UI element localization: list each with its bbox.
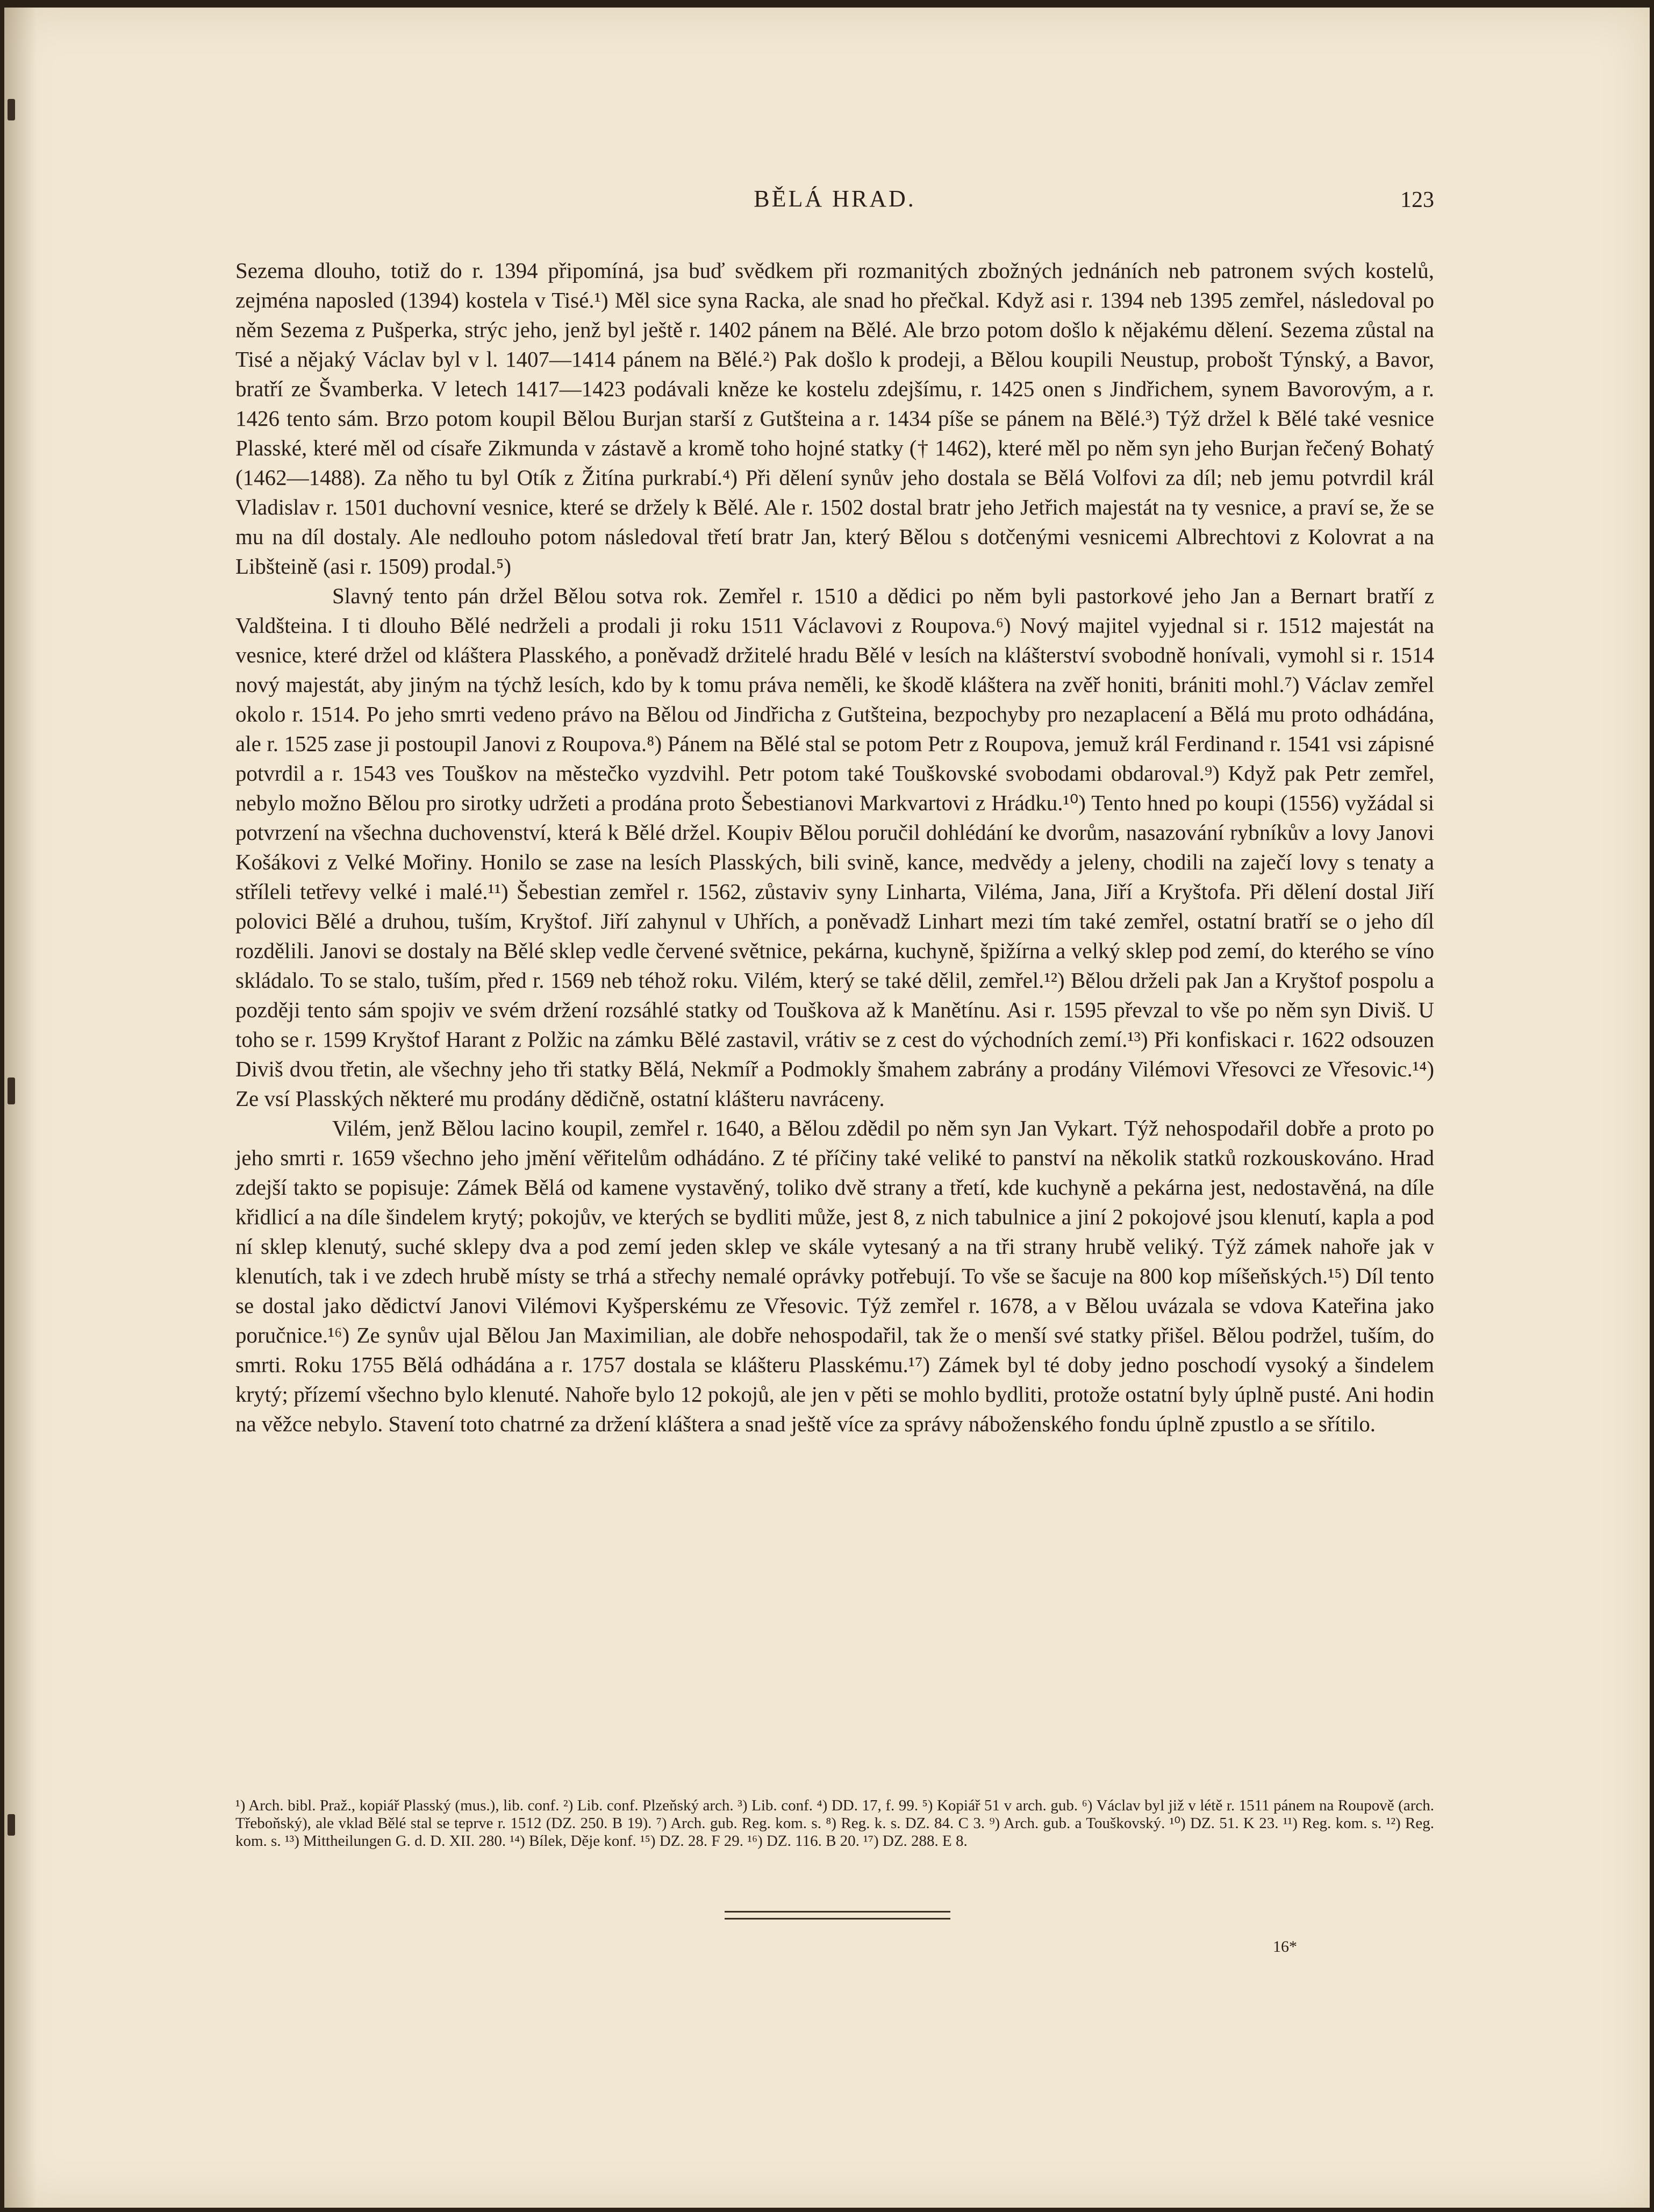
edge-mark [8,1814,15,1836]
footnotes: ¹) Arch. bibl. Praž., kopiář Plasský (mus.), lib. conf. ²) Lib. conf. Plzeňský arch. ³) Lib. conf. ⁴) DD. 17, f. 99. ⁵) Kopiář 51 v arch. gub. ⁶) Václav byl již v létě r. 1511 pánem na Roupově (arch. Třeboňský), ale vklad Bělé stal se teprve r. 1512 (DZ. 250. B 19). ⁷) Arch. gub. Reg. kom. s. ⁸) Reg. k. s. DZ. 84. C 3. ⁹) Arch. gub. a Touškovský. ¹⁰) DZ. 51. K 23. ¹¹) Reg. kom. s. ¹²) Reg. kom. s. ¹³) Mittheilungen G. d. D. XII. 280. ¹⁴) Bílek, Děje konf. ¹⁵) DZ. 28. F 29. ¹⁶) DZ. 116. B 20. ¹⁷) DZ. 288. E 8. [235,1797,1434,1850]
edge-mark [8,1078,15,1104]
double-rule-divider [725,1911,950,1920]
signature-mark: 16* [1273,1938,1297,1956]
binding-shadow [4,8,37,2208]
paragraph: Slavný tento pán držel Bělou sotva rok. Zemřel r. 1510 a dědici po něm byli pastorkové jeho Jan a Bernart bratří z Valdšteina. I ti dlouho Bělé nedrželi a prodali ji roku 1511 Václavovi z Roupova.⁶) Nový majitel vyjednal si r. 1512 majestát na vesnice, které držel od kláštera Plasského, a poněvadž držitelé hradu Bělé v lesích na klášterství svobodně honívali, vymohl si r. 1514 nový majestát, aby jiným na týchž lesích, kdo by k tomu práva neměli, ke škodě kláštera na zvěř honiti, brániti mohl.⁷) Václav zemřel okolo r. 1514. Po jeho smrti vedeno právo na Bělou od Jindřicha z Gutšteina, bezpochyby pro nezaplacení a Bělá mu proto odhádána, ale r. 1525 zase ji postoupil Janovi z Roupova.⁸) Pánem na Bělé stal se potom Petr z Roupova, jemuž král Ferdinand r. 1541 vsi zápisné potvrdil a r. 1543 ves Touškov na městečko vyzdvihl. Petr potom také Touškovské svobodami obdaroval.⁹) Když pak Petr zemřel, nebylo možno Bělou pro sirotky udržeti a prodána proto Šebestianovi Markvartovi z Hrádku.¹⁰) Tento hned po koupi (1556) vyžádal si potvrzení na všechna duchovenství, která k Bělé držel. Koupiv Bělou poručil dohlédání ke dvorům, nasazování rybníkův a lovy Janovi Košákovi z Velké Mořiny. Honilo se zase na lesích Plasských, bili svině, kance, medvědy a jeleny, chodili na zaječí lovy s tenaty a stříleli tetřevy velké i malé.¹¹) Šebestian zemřel r. 1562, zůstaviv syny Linharta, Viléma, Jana, Jiří a Kryštofa. Při dělení dostal Jiří polovici Bělé a druhou, tuším, Kryštof. Jiří zahynul v Uhřích, a poněvadž Linhart mezi tím také zemřel, ostatní bratří se o jeho díl rozdělili. Janovi se dostaly na Bělé sklep vedle červené světnice, pekárna, kuchyně, špižírna a velký sklep pod zemí, do kterého se víno skládalo. To se stalo, tuším, před r. 1569 neb téhož roku. Vilém, který se také dělil, zemřel.¹²) Bělou drželi pak Jan a Kryštof pospolu a později tento sám spojiv ve svém držení rozsáhlé statky od Touškova až k Manětínu. Asi r. 1595 převzal to vše po něm syn Diviš. U toho se r. 1599 Kryštof Harant z Polžic na zámku Bělé zastavil, vrátiv se z cest do východních zemí.¹³) Při konfiskaci r. 1622 odsouzen Diviš dvou třetin, ale všechny jeho tři statky Bělá, Nekmíř a Podmokly šmahem zabrány a prodány Vilémovi Vřesovci ze Vřesovic.¹⁴) Ze vsí Plasských některé mu prodány dědičně, ostatní klášteru navráceny. [235,583,1434,1111]
edge-mark [8,99,15,120]
page-header [235,185,1434,228]
paragraph: Vilém, jenž Bělou lacino koupil, zemřel r. 1640, a Bělou zdědil po něm syn Jan Vykart. Týž nehospodařil dobře a proto po jeho smrti r. 1659 všechno jeho jmění věřitelům odhádáno. Z té příčiny také veliké to panství na několik statků rozkouskováno. Hrad zdejší takto se popisuje: Zámek Bělá od kamene vystavěný, toliko dvě strany a třetí, kde kuchyně a pekárna jest, nedostavěná, na díle křidlicí a na díle šindelem krytý; pokojův, ve kterých se bydliti může, jest 8, z nich tabulnice a jiní 2 pokojové jsou klenutí, kapla a pod ní sklep klenutý, suché sklepy dva a pod zemí jeden sklep ve skále vytesaný a na tři strany hrubě veliký. Týž zámek nahoře jak v klenutích, tak i ve zdech hrubě místy se trhá a střechy nemalé oprávky potřebují. To vše se šacuje na 800 kop míšeňských.¹⁵) Díl tento se dostal jako dědictví Janovi Vilémovi Kyšperskému ze Vřesovic. Týž zemřel r. 1678, a v Bělou uvázala se vdova Kateřina jako poručnice.¹⁶) Ze synův ujal Bělou Jan Maximilian, ale dobře nehospodařil, tak že o menší své statky přišel. Bělou podržel, tuším, do smrti. Roku 1755 Bělá odhádána a r. 1757 dostala se klášteru Plasskému.¹⁷) Zámek byl té doby jedno poschodí vysoký a šindelem krytý; přízemí všechno bylo klenuté. Nahoře bylo 12 pokojů, ale jen v pěti se mohlo bydliti, protože ostatní byly úplně pusté. Ani hodin na věžce nebylo. Stavení toto chatrné za držení kláštera a snad ještě více za správy náboženského fondu úplně zpustlo a se sřítilo. [235,1116,1434,1436]
paragraph: Sezema dlouho, totiž do r. 1394 připomíná, jsa buď svědkem při rozmanitých zbožných jednáních neb patronem svých kostelů, zejména naposled (1394) kostela v Tisé.¹) Měl sice syna Racka, ale snad ho přečkal. Když asi r. 1394 neb 1395 zemřel, následoval po něm Sezema z Pušperka, strýc jeho, jenž byl ještě r. 1402 pánem na Bělé. Ale brzo potom došlo k nějakému dělení. Sezema zůstal na Tisé a nějaký Václav byl v l. 1407—1414 pánem na Bělé.²) Pak došlo k prodeji, a Bělou koupili Neustup, probošt Týnský, a Bavor, bratří ze Švamberka. V letech 1417—1423 podávali kněze ke kostelu zdejšímu, r. 1425 onen s Jindřichem, synem Bavorovým, a r. 1426 tento sám. Brzo potom koupil Bělou Burjan starší z Gutšteina a r. 1434 píše se pánem na Bělé.³) Týž držel k Bělé také vesnice Plasské, které měl od císaře Zikmunda v zástavě a kromě toho hojné statky († 1462), které měl po něm syn jeho Burjan řečený Bohatý (1462—1488). Za něho tu byl Otík z Žitína purkrabí.⁴) Při dělení synův jeho dostala se Bělá Volfovi za díl; neb jemu potvrdil král Vladislav r. 1501 duchovní vesnice, které se držely k Bělé. Ale r. 1502 dostal bratr jeho Jetřich majestát na ty vesnice, a praví se, že se mu na díl dostaly. Ale nedlouho potom následoval třetí bratr Jan, který Bělou s dotčenými vesnicemi Albrechtovi z Kolovrat a na Libšteině (asi r. 1509) prodal.⁵) [235,258,1434,579]
book-page [4,8,1650,2208]
running-head: BĚLÁ HRAD. [754,185,916,212]
body-text [235,256,1434,1439]
page-number: 123 [1400,188,1434,212]
